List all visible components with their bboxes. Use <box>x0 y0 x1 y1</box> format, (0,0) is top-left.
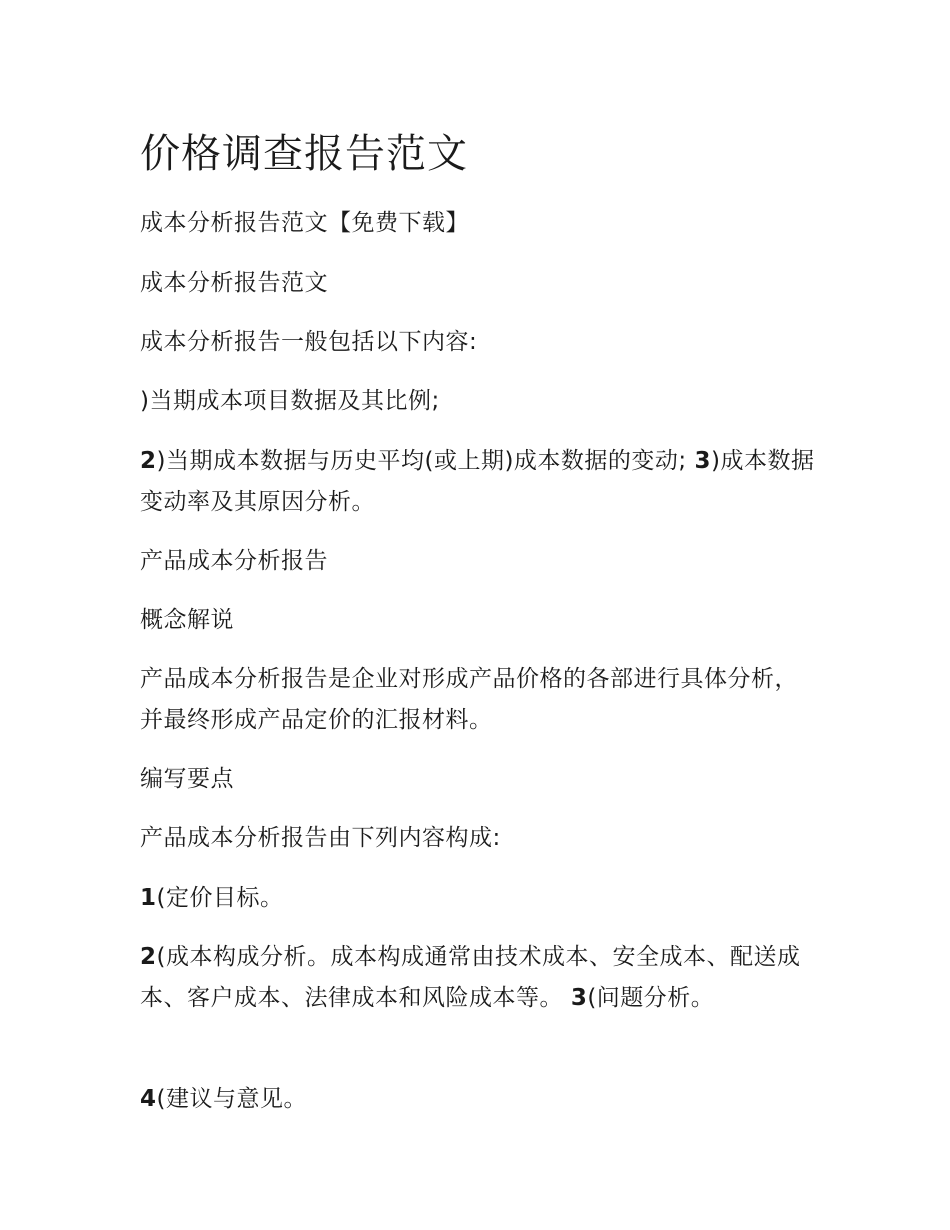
list-item-2-3 <box>140 937 815 1019</box>
item-number: 2 <box>140 944 157 970</box>
item-number: 1 <box>140 885 157 911</box>
item-number: 3 <box>694 448 712 474</box>
item-text: )成本数据变动率及其原因分析。 <box>140 448 815 515</box>
item-text: (建议与意见。 <box>156 1086 307 1112</box>
list-item-1 <box>140 878 815 919</box>
paragraph-concept: 产品成本分析报告是企业对形成产品价格的各部进行具体分析，并最终形成产品定价的汇报材料。 <box>140 666 798 733</box>
paragraph-heading: 成本分析报告范文 <box>140 270 328 296</box>
paragraph-contents: 产品成本分析报告由下列内容构成: <box>140 825 501 851</box>
list-item-4 <box>140 1079 815 1120</box>
section-heading-concept: 概念解说 <box>140 607 234 633</box>
paragraph-intro: 成本分析报告一般包括以下内容: <box>140 329 478 355</box>
item-text: (成本构成分析。成本构成通常由技术成本、安全成本、配送成本、客户成本、法律成本和风险成本等。 <box>140 944 801 1011</box>
item-text: (问题分析。 <box>587 985 715 1011</box>
item-number: 4 <box>140 1086 157 1112</box>
paragraph-items-2-3 <box>140 441 815 523</box>
item-number: 2 <box>140 448 157 474</box>
item-number: 3 <box>570 985 588 1011</box>
section-heading-key-points: 编写要点 <box>140 766 234 792</box>
item-text: )当期成本数据与历史平均(或上期)成本数据的变动; <box>156 448 687 474</box>
section-heading-product-cost: 产品成本分析报告 <box>140 548 328 574</box>
paragraph-item-1: )当期成本项目数据及其比例; <box>140 388 440 414</box>
item-text: (定价目标。 <box>156 885 284 911</box>
paragraph-subtitle: 成本分析报告范文【免费下载】 <box>140 210 469 236</box>
document-title: 价格调查报告范文 <box>140 131 468 177</box>
